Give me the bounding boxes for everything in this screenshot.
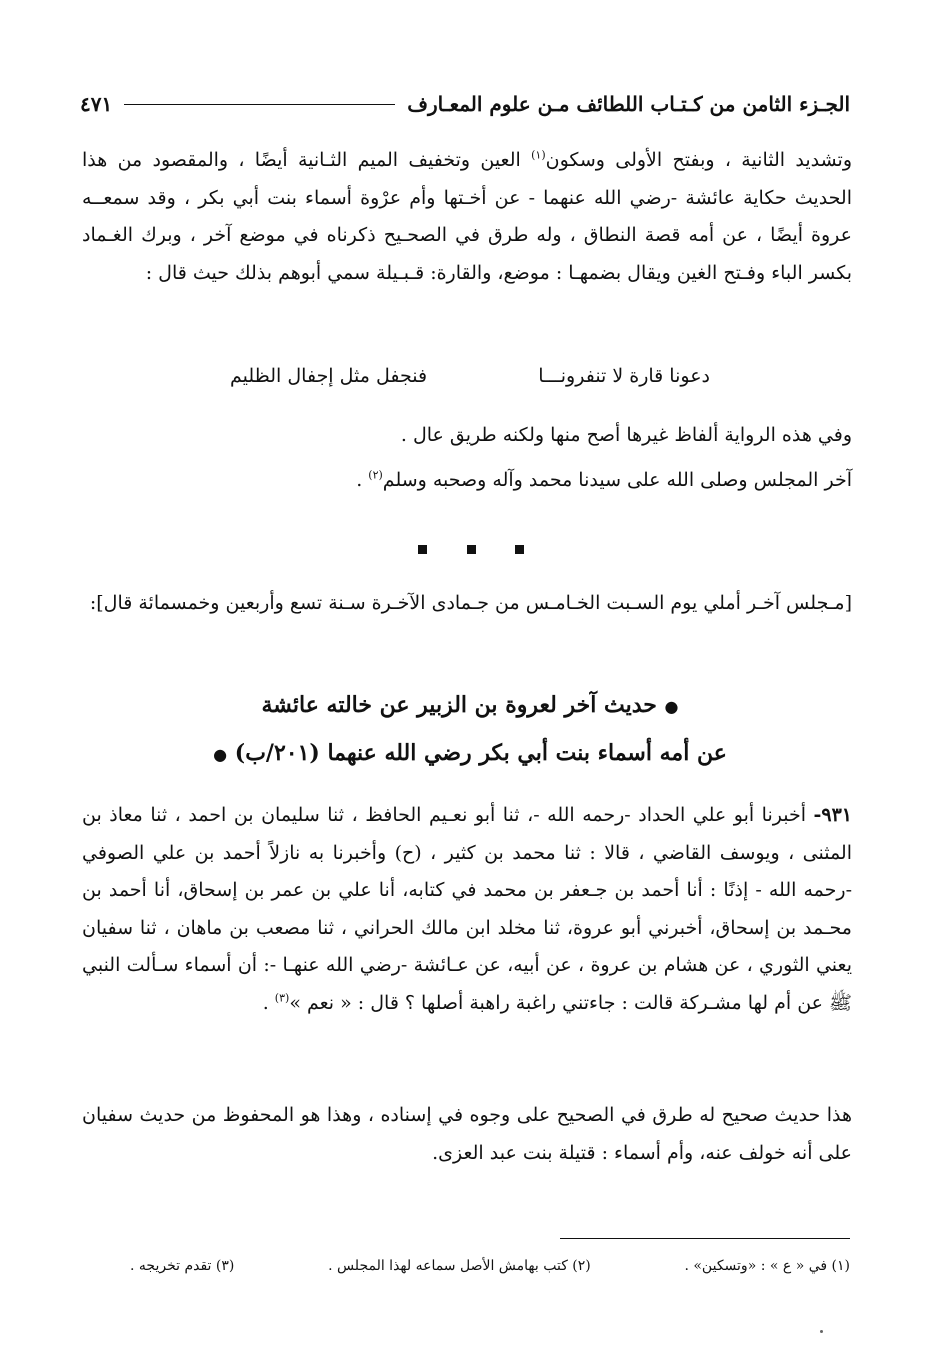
scan-speck bbox=[820, 1330, 823, 1333]
chapter-heading-line1 bbox=[120, 692, 820, 718]
poem-first-hemistich: دعونا قارة لا تنفرونـــا bbox=[538, 365, 710, 387]
footnote-2: (٢) كتب بهامش الأصل سماعه لهذا المجلس . bbox=[328, 1258, 591, 1274]
poem-second-hemistich: فنجفل مثل إجفال الظليم bbox=[230, 365, 428, 387]
header-rule bbox=[124, 104, 395, 105]
footnote-ref-2[interactable]: (٢) bbox=[368, 468, 383, 482]
paragraph-riwaya bbox=[82, 417, 852, 455]
hadith-931 bbox=[82, 797, 852, 1022]
heading-bullet-icon: ● bbox=[213, 745, 228, 764]
commentary-text: هذا حديث صحيح له طرق في الصحيح على وجوه في إسناده ، وهذا هو المحفوظ من حديث سفيان على أنه خولف عنه، وأم أسماء : قتيلة بنت عبد العزى. bbox=[82, 1104, 852, 1164]
paragraph-closing bbox=[82, 462, 852, 500]
footnote-1: (١) في « ع » : «وتسكين» . bbox=[684, 1258, 850, 1274]
running-title: الجـزء الثامن من كـتـاب اللطائف مـن علوم المعـارف bbox=[407, 92, 850, 116]
footnote-ref-1[interactable]: (١) bbox=[531, 148, 546, 162]
paragraph-riwaya-text: وفي هذه الرواية ألفاظ غيرها أصح منها ولكنه طريق عال . bbox=[400, 424, 852, 446]
paragraph-opening-part2: العين وتخفيف الميم الثـانية أيضًا ، والمقصود من هذا الحديث حكاية عائشة -رضي الله عنهما - عن أخـتها وأم عرْوة أسماء بنت أبي بكر ، وقد سمعــه عروة أيضًا ، عن أمه قصة النطاق ، وله طرق في الصحـيح ذكرناه في موضع آخر ، وبرك الغـماد بكسر الباء وفـتح الغين ويقال بضمهـا : موضع، والقارة: قـبـيلة سمي أبوهم بذلك حيث قال : bbox=[82, 149, 852, 284]
poem-verse bbox=[230, 365, 710, 387]
separator-square bbox=[467, 545, 476, 554]
footnotes bbox=[130, 1258, 850, 1274]
chapter-heading-line2 bbox=[120, 740, 820, 766]
commentary-paragraph bbox=[82, 1097, 852, 1172]
paragraph-opening-part1: وتشديد الثانية ، وبفتح الأولى وسكون bbox=[545, 149, 853, 171]
hadith-number: ٩٣١- bbox=[813, 804, 852, 826]
separator-square bbox=[418, 545, 427, 554]
heading-line1-text: حديث آخر لعروة بن الزبير عن خالته عائشة bbox=[261, 692, 657, 718]
hadith-end: . bbox=[262, 991, 275, 1014]
page-number: ٤٧١ bbox=[80, 92, 113, 116]
paragraph-closing-end: . bbox=[356, 469, 369, 491]
separator-square bbox=[515, 545, 524, 554]
section-separator bbox=[418, 545, 524, 554]
majlis-intro bbox=[82, 585, 852, 623]
footnote-ref-3[interactable]: (٣) bbox=[274, 991, 290, 1005]
hadith-text: أخبرنا أبو علي الحداد -رحمه الله -، ثنا أبو نعـيم الحافظ ، ثنا سليمان بن احمد ، ثنا معاذ بن المثنى ، ويوسف القاضي ، قالا : ثنا محمد بن كثير ، (ح) وأخبرنا به نازلاً أحمد بن علي الصوفي -رحمه الله - إذنًا : أنا أحمد بن جـعفر بن محمد في كتابه، أنا علي بن عمر بن إسحاق، أنا أحمد بن محـمد بن إسحاق، أخبرني أبو عروة، ثنا مخلد ابن مالك الحراني ، ثنا مصعب بن ماهان ، ثنا سفيان يعني الثوري ، عن هشام بن عروة ، عن أبيه، عن عـائشة -رضي الله عنهـا -: أن أسماء سـألت النبي ﷺ عن أم لها مشـركة قالت : جاءتني راغبة راهبة أصلها ؟ قال : « نعم » bbox=[82, 804, 852, 1014]
heading-line2-text: عن أمه أسماء بنت أبي بكر رضي الله عنهما (٢٠١/ب) bbox=[234, 740, 727, 766]
footnote-rule bbox=[560, 1238, 850, 1239]
heading-bullet-icon: ● bbox=[664, 697, 679, 716]
running-header bbox=[80, 88, 850, 120]
paragraph-closing-text: آخر المجلس وصلى الله على سيدنا محمد وآله وصحبه وسلم bbox=[382, 469, 852, 491]
majlis-intro-text: [مـجلس آخـر أملي يوم السـبت الخـامـس من جـمادى الآخـرة سـنة تسع وأربعين وخمسمائة قال]: bbox=[89, 592, 852, 614]
footnote-3: (٣) تقدم تخريجه . bbox=[130, 1258, 235, 1274]
paragraph-opening bbox=[82, 142, 852, 292]
